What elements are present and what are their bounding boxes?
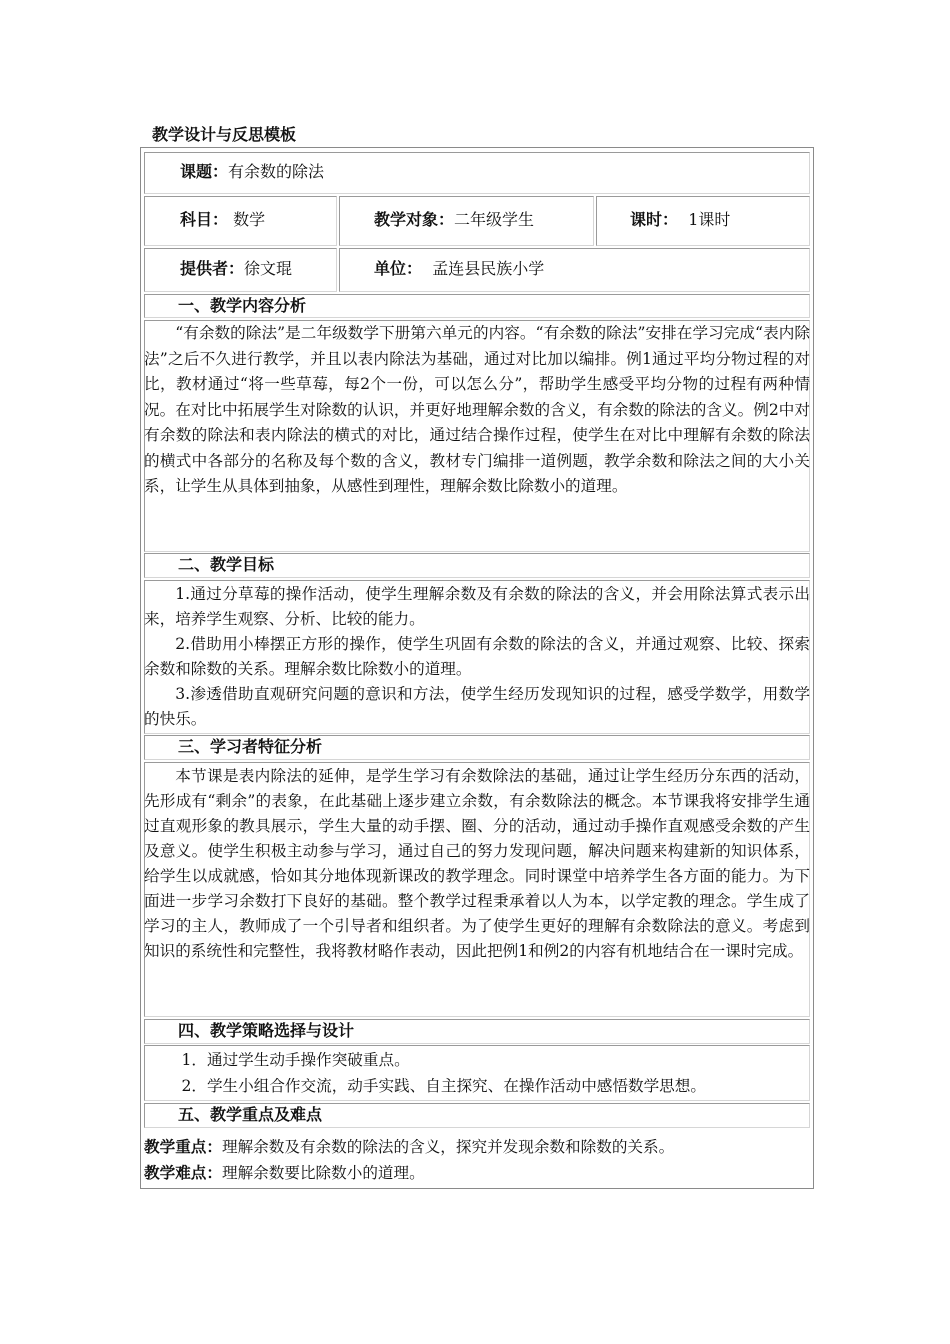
topic-row	[180, 162, 324, 182]
section-3-heading: 三、学习者特征分析	[178, 737, 323, 756]
hours-label: 课时：	[630, 210, 679, 229]
objective-item: 3.渗透借助直观研究问题的意识和方法，使学生经历发现知识的过程，感受学数学，用数学的快乐。	[144, 685, 810, 728]
section-1-body	[144, 321, 810, 500]
audience-label: 教学对象：	[374, 210, 455, 229]
section-1-heading: 一、教学内容分析	[178, 296, 307, 315]
subject-value: 数学	[233, 210, 266, 229]
subject-label: 科目：	[180, 210, 229, 229]
unit-row	[374, 259, 544, 279]
section-3-body	[144, 764, 810, 964]
key-point-row	[144, 1135, 674, 1159]
hours-row	[630, 210, 730, 230]
provider-row	[180, 259, 292, 279]
subject-row	[180, 210, 265, 230]
provider-value: 徐文琨	[244, 259, 293, 278]
objective-item: 2.借助用小棒摆正方形的操作，使学生巩固有余数的除法的含义，并通过观察、比较、探索余数和除数的关系。理解余数比除数小的道理。	[144, 635, 810, 678]
section-2-heading: 二、教学目标	[178, 555, 275, 574]
objective-item: 1.通过分草莓的操作活动，使学生理解余数及有余数的除法的含义，并会用除法算式表示出来，培养学生观察、分析、比较的能力。	[144, 585, 810, 628]
section-5-heading: 五、教学重点及难点	[178, 1105, 323, 1124]
audience-row	[374, 210, 534, 230]
strategy-item: 1．通过学生动手操作突破重点。	[181, 1051, 410, 1069]
audience-value: 二年级学生	[454, 210, 535, 229]
difficult-point-row	[144, 1161, 425, 1185]
topic-value: 有余数的除法	[228, 162, 325, 181]
key-point-label: 教学重点：	[144, 1138, 222, 1156]
strategies-list	[144, 1047, 810, 1099]
unit-label: 单位：	[374, 259, 423, 278]
unit-value: 孟连县民族小学	[432, 259, 545, 278]
learner-analysis-paragraph: 本节课是表内除法的延伸，是学生学习有余数除法的基础，通过让学生经历分东西的活动，先形成有“剩余”的表象，在此基础上逐步建立余数，有余数除法的概念。本节课我将安排学生通过直观形象的教具展示，学生大量的动手摆、圈、分的活动，通过动手操作直观感受余数的产生及意义。使学生积极主动参与学习，通过自己的努力发现问题，解决问题来构建新的知识体系，给学生以成就感，恰如其分地体现新课改的教学理念。同时课堂中培养学生各方面的能力。为下面进一步学习余数打下良好的基础。整个教学过程秉承着以人为本，以学定教的理念。学生成了学习的主人，教师成了一个引导者和组织者。为了使学生更好的理解有余数除法的意义。考虑到知识的系统性和完整性，我将教材略作表动，因此把例1和例2的内容有机地结合在一课时完成。	[144, 767, 810, 960]
topic-label: 课题：	[180, 162, 229, 181]
difficult-point-value: 理解余数要比除数小的道理。	[221, 1164, 425, 1182]
difficult-point-label: 教学难点：	[144, 1164, 222, 1182]
key-point-value: 理解余数及有余数的除法的含义，探究并发现余数和除数的关系。	[221, 1138, 675, 1156]
objectives-list	[144, 582, 810, 732]
hours-value: 1课时	[688, 210, 731, 229]
strategy-item: 2．学生小组合作交流，动手实践、自主探究、在操作活动中感悟数学思想。	[181, 1077, 706, 1095]
document-title: 教学设计与反思模板	[152, 125, 297, 144]
content-analysis-paragraph: “有余数的除法”是二年级数学下册第六单元的内容。“有余数的除法”安排在学习完成“表内除法”之后不久进行教学，并且以表内除法为基础，通过对比加以编排。例1通过平均分物过程的对比，教材通过“将一些草莓，每2个一份，可以怎么分”，帮助学生感受平均分物的过程有两种情况。在对比中拓展学生对除数的认识，并更好地理解余数的含义，有余数的除法的含义。例2中对有余数的除法和表内除法的横式的对比，通过结合操作过程，使学生在对比中理解有余数的除法的横式中各部分的名称及每个数的含义，教材专门编排一道例题，教学余数和除法之间的大小关系，让学生从具体到抽象，从感性到理性，理解余数比除数小的道理。	[144, 324, 810, 495]
provider-label: 提供者：	[180, 259, 245, 278]
section-4-heading: 四、教学策略选择与设计	[178, 1021, 355, 1040]
